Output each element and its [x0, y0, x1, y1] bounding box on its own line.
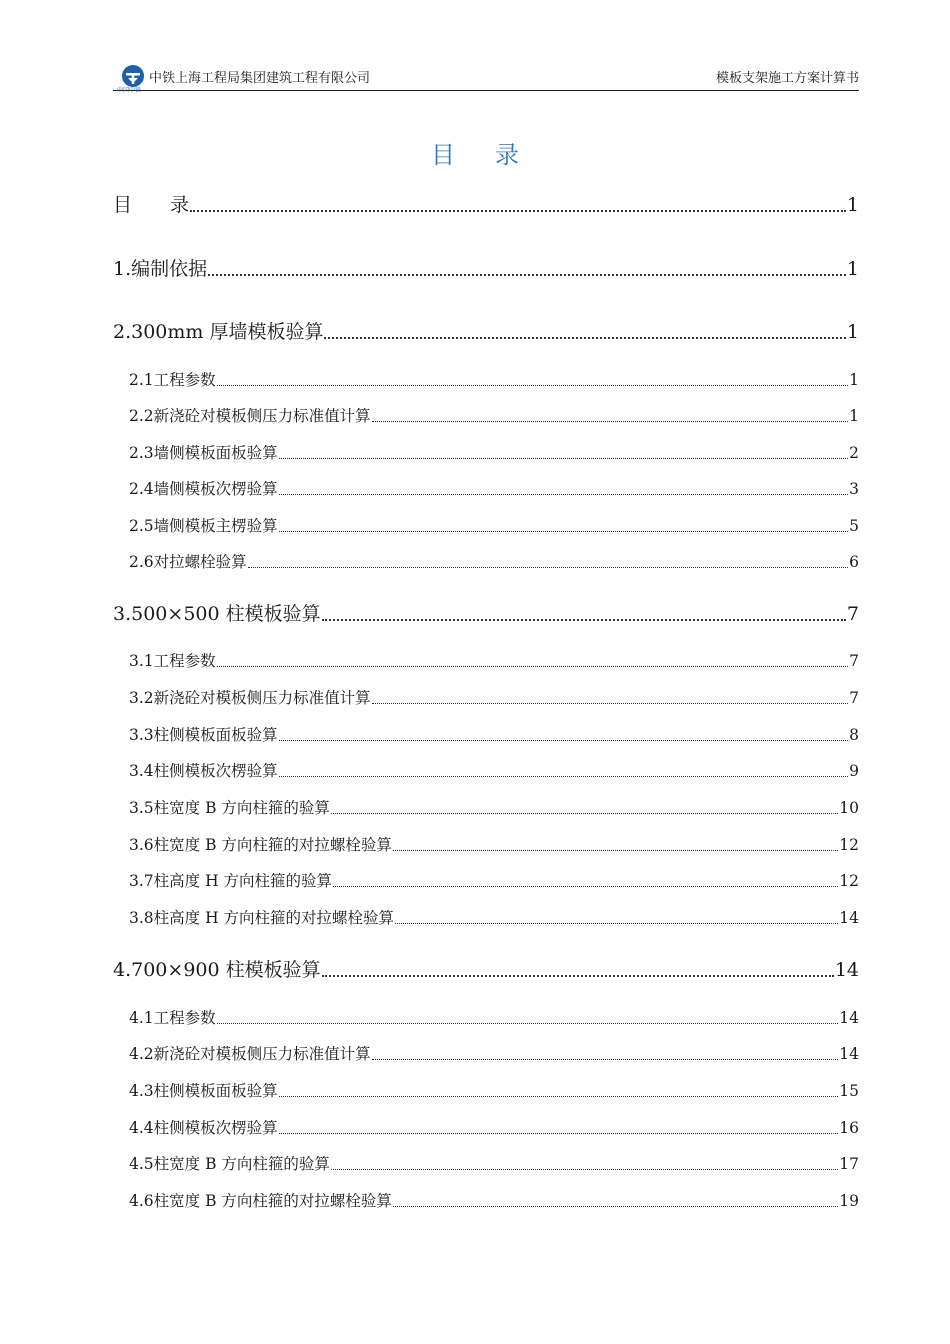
toc-entry[interactable] [113, 190, 859, 217]
toc-leader-dots [279, 1133, 839, 1134]
toc-entry-page: 1 [846, 258, 859, 280]
toc-entry-page: 3 [849, 480, 859, 498]
toc-entry-label: 3.2新浇砼对模板侧压力标准值计算 [129, 689, 371, 707]
toc-entry-page: 6 [849, 553, 859, 571]
toc-entry-page: 10 [839, 799, 859, 817]
toc-entry-label: 4.700×900 柱模板验算 [113, 959, 321, 981]
toc-leader-dots [322, 975, 834, 977]
toc-entry-label: 4.6柱宽度 B 方向柱箍的对拉螺栓验算 [129, 1192, 392, 1210]
toc-entry-page: 14 [839, 1009, 859, 1027]
toc-entry-page: 12 [839, 872, 859, 890]
toc-entry-page: 14 [839, 909, 859, 927]
company-name: 中铁上海工程局集团建筑工程有限公司 [149, 71, 371, 86]
toc-entry-label: 4.3柱侧模板面板验算 [129, 1082, 278, 1100]
toc-leader-dots [372, 421, 848, 422]
toc-leader-dots [372, 703, 848, 704]
toc-leader-dots [217, 1023, 839, 1024]
toc-entry-page: 1 [846, 321, 859, 343]
toc-entry-label: 2.300mm 厚墙模板验算 [113, 321, 324, 343]
toc-entry-page: 2 [849, 444, 859, 462]
toc-leader-dots [322, 619, 846, 621]
toc-entry-label: 3.7柱高度 H 方向柱箍的验算 [129, 872, 333, 890]
toc-entry[interactable] [113, 441, 859, 463]
toc-entry-label: 4.2新浇砼对模板侧压力标准值计算 [129, 1045, 371, 1063]
toc-leader-dots [333, 886, 838, 887]
toc-entry[interactable] [113, 254, 859, 281]
toc-entry-label: 2.3墙侧模板面板验算 [129, 444, 278, 462]
toc-entry[interactable] [113, 723, 859, 745]
toc-leader-dots [248, 567, 848, 568]
toc-entry[interactable] [113, 906, 859, 928]
toc-entry-page: 5 [849, 517, 859, 535]
toc-entry[interactable] [113, 686, 859, 708]
toc-entry[interactable] [113, 1189, 859, 1211]
toc-entry[interactable] [113, 599, 859, 626]
toc-entry-page: 14 [839, 1045, 859, 1063]
toc-entry-label: 3.5柱宽度 B 方向柱箍的验算 [129, 799, 330, 817]
toc-leader-dots [217, 385, 848, 386]
toc-entry[interactable] [113, 833, 859, 855]
toc-entry-label: 4.4柱侧模板次楞验算 [129, 1119, 278, 1137]
toc-entry[interactable] [113, 317, 859, 344]
toc-leader-dots [279, 740, 848, 741]
toc-entry[interactable] [113, 1006, 859, 1028]
toc-entry-page: 1 [849, 371, 859, 389]
toc-entry-label: 2.2新浇砼对模板侧压力标准值计算 [129, 407, 371, 425]
toc-entry-label: 3.1工程参数 [129, 652, 216, 670]
toc-entry-page: 8 [849, 726, 859, 744]
toc-entry[interactable] [113, 550, 859, 572]
toc-entry-label: 3.3柱侧模板面板验算 [129, 726, 278, 744]
toc-entry-label: 目 录 [113, 194, 190, 216]
toc-leader-dots [331, 813, 838, 814]
toc-entry-page: 16 [839, 1119, 859, 1137]
toc-entry-page: 14 [834, 959, 859, 981]
toc-entry[interactable] [113, 1042, 859, 1064]
toc-entry[interactable] [113, 649, 859, 671]
toc-leader-dots [393, 1206, 838, 1207]
toc-entry-label: 2.5墙侧模板主楞验算 [129, 517, 278, 535]
toc-entry[interactable] [113, 869, 859, 891]
toc-entry[interactable] [113, 955, 859, 982]
toc-entry-label: 1.编制依据 [113, 258, 208, 280]
toc-entry-label: 4.1工程参数 [129, 1009, 216, 1027]
toc-entry[interactable] [113, 514, 859, 536]
toc-entry-label: 3.500×500 柱模板验算 [113, 603, 321, 625]
toc-leader-dots [208, 274, 846, 276]
toc-entry[interactable] [113, 1079, 859, 1101]
toc-entry[interactable] [113, 759, 859, 781]
toc-entry-label: 2.6对拉螺栓验算 [129, 553, 247, 571]
toc-entry-label: 3.6柱宽度 B 方向柱箍的对拉螺栓验算 [129, 836, 392, 854]
document-title: 模板支架施工方案计算书 [715, 71, 859, 86]
toc-leader-dots [279, 531, 848, 532]
toc-entry-page: 15 [839, 1082, 859, 1100]
toc-entry-page: 9 [849, 762, 859, 780]
toc-entry-label: 3.4柱侧模板次楞验算 [129, 762, 278, 780]
page-header [113, 62, 859, 94]
toc-leader-dots [331, 1169, 838, 1170]
toc-entry-page: 19 [839, 1192, 859, 1210]
toc-entry-label: 4.5柱宽度 B 方向柱箍的验算 [129, 1155, 330, 1173]
toc-leader-dots [395, 923, 838, 924]
toc-leader-dots [372, 1059, 839, 1060]
toc-leader-dots [279, 1096, 839, 1097]
logo-caption: 中国中铁 [117, 87, 142, 94]
toc-entry-page: 7 [849, 689, 859, 707]
toc-leader-dots [190, 210, 846, 212]
toc-leader-dots [279, 494, 848, 495]
toc-entry-page: 7 [846, 603, 859, 625]
toc-entry-label: 2.4墙侧模板次楞验算 [129, 480, 278, 498]
toc-entry-label: 3.8柱高度 H 方向柱箍的对拉螺栓验算 [129, 909, 395, 927]
toc-entry-page: 12 [839, 836, 859, 854]
toc-entry-page: 1 [849, 407, 859, 425]
toc-leader-dots [393, 850, 838, 851]
toc-entry[interactable] [113, 1152, 859, 1174]
toc-entry[interactable] [113, 368, 859, 390]
toc-leader-dots [217, 666, 848, 667]
toc-leader-dots [324, 337, 845, 339]
toc-entry-page: 17 [839, 1155, 859, 1173]
toc-leader-dots [279, 776, 848, 777]
toc-entry[interactable] [113, 477, 859, 499]
toc-entry-label: 2.1工程参数 [129, 371, 216, 389]
toc-entry[interactable] [113, 796, 859, 818]
toc-heading: 目录 [431, 141, 559, 169]
toc-entry[interactable] [113, 1116, 859, 1138]
toc-entry[interactable] [113, 404, 859, 426]
toc-entry-page: 1 [846, 194, 859, 216]
toc-entry-page: 7 [849, 652, 859, 670]
toc-leader-dots [279, 458, 848, 459]
